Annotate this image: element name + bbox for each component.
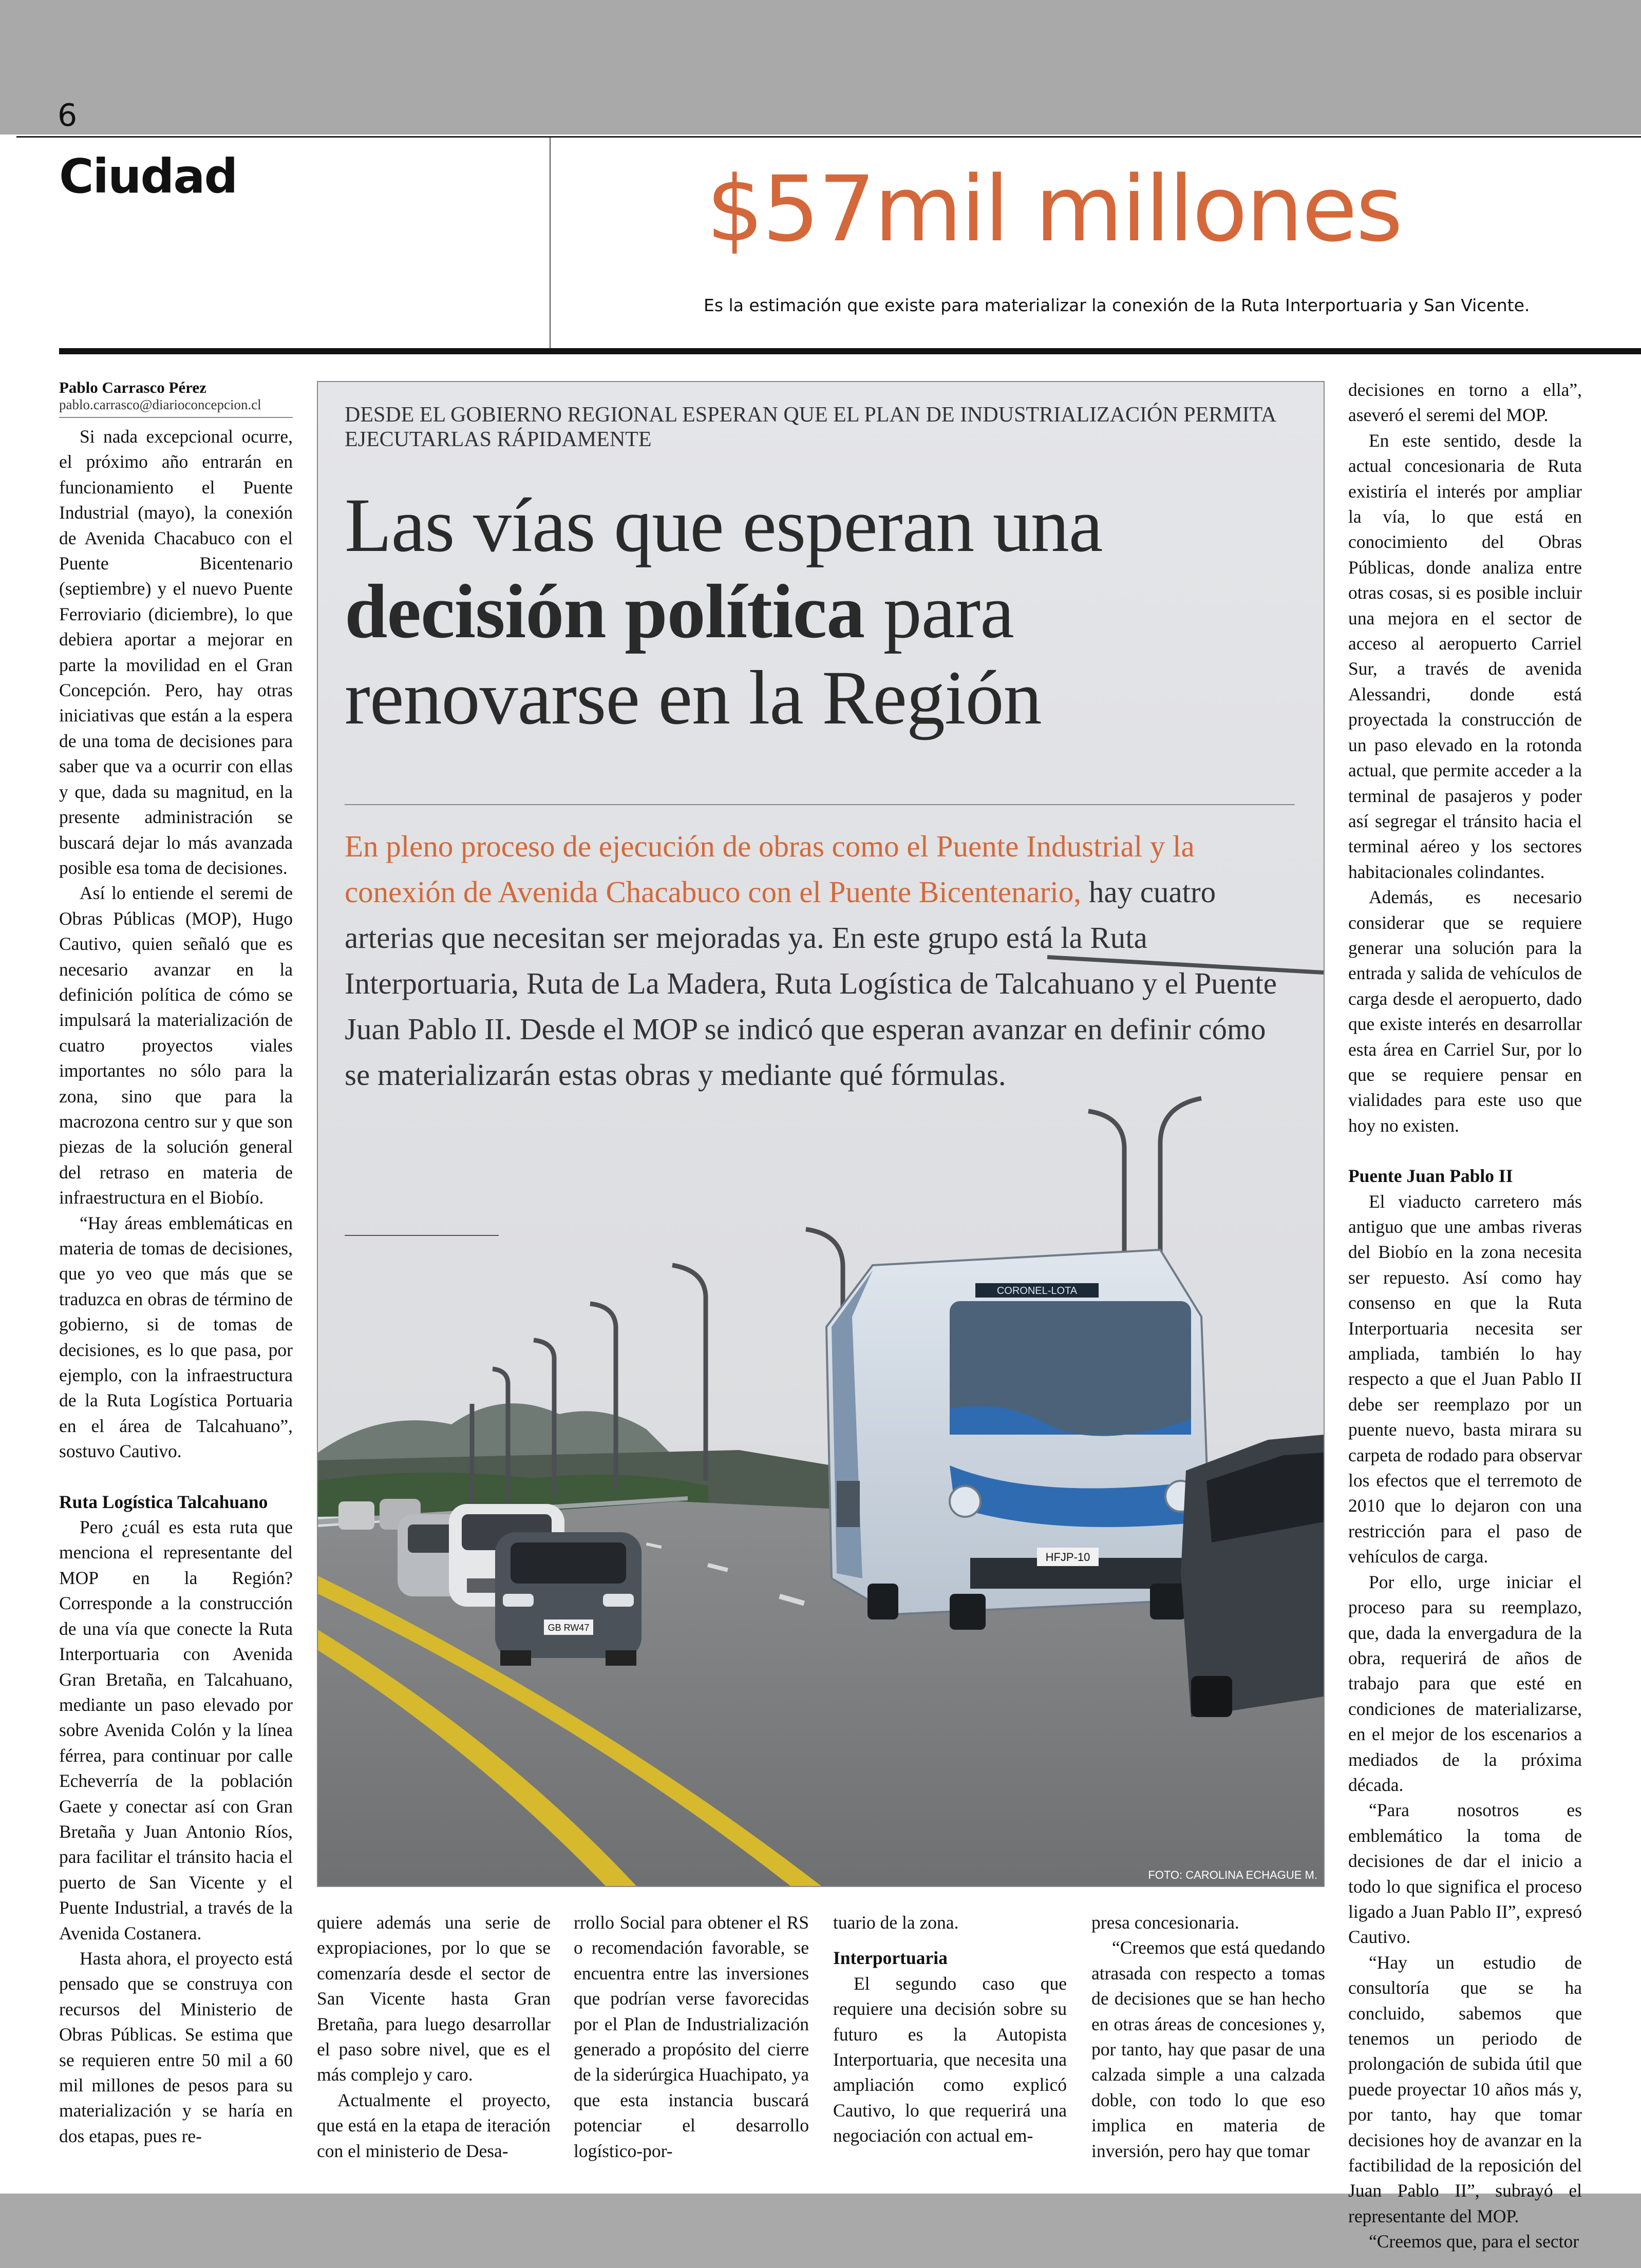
paragraph: presa concesionaria. (1091, 1912, 1239, 1933)
paragraph: tuario de la zona. (833, 1912, 959, 1933)
highlight-caption: Es la estimación que existe para materializar la conexión de la Ruta Interportuaria y San Vicente. (704, 295, 1530, 315)
paragraph: “Creemos que, para el sector (1369, 2231, 1579, 2252)
paragraph: rrollo Social para obtener el RS o recomendación favorable, se encuentra entre las inversiones que podrían verse favorecidas por el Plan de Industrialización generado a propósito del cierre de la siderúrgica Huachipato, ya que esta instancia buscará potenciar el desarrollo logístico-por- (574, 1912, 809, 2161)
subheading: Interportuaria (833, 1948, 948, 1969)
author-name: Pablo Carrasco Pérez (59, 378, 206, 396)
lede-text: hay cuatro arterias que necesitan ser mejoradas ya. En este grupo está la Ruta Interportuaria, Ruta de La Madera, Ruta Logística de Talcahuano y el Puente Juan Pablo II. Desde el MOP se indicó que esperan avanzar en definir cómo se materializarán estas obras y mediante qué fórmulas. (345, 875, 1277, 1092)
article-column-6 (1348, 377, 1582, 2255)
paragraph: Hasta ahora, el proyecto está pensado que se construya con recursos del Ministerio de Obras Públicas. Se estima que se requieren entre 50 mil a 60 mil millones de pesos para su materialización y se haría en dos etapas, pues re- (59, 1948, 293, 2146)
top-rule (16, 136, 1641, 138)
paragraph: “Para nosotros es emblemático la toma de decisiones de dar el inicio a todo lo que significa el proceso ligado a Juan Pablo II”, expresó Cautivo. (1348, 1800, 1582, 1948)
article-column-2 (317, 1910, 551, 2164)
feature-lede (345, 824, 1295, 1098)
lede-highlight: En pleno proceso de ejecución de obras como el Puente Industrial y la conexión de Avenida Chacabuco con el Puente Bicentenario, (345, 829, 1195, 909)
paragraph: En este sentido, desde la actual concesionaria de Ruta existiría el interés por ampliar la vía, lo que está en conocimiento del Obras Públicas, donde analiza entre otras cosas, si es posible incluir una mejora en el sector de acceso al aeropuerto Carriel Sur, a través de avenida Alessandri, donde está proyectada la construcción de un paso elevado en la rotonda actual, que permite acceder a la terminal de pasajeros y poder así segregar el tránsito hacia el terminal aéreo y los sectores habitacionales colindantes. (1348, 430, 1582, 882)
article-column-5 (1091, 1910, 1325, 2164)
author-rule (59, 417, 293, 418)
bus-plate: HFJP-10 (1045, 1551, 1090, 1564)
paragraph: Así lo entiende el seremi de Obras Públicas (MOP), Hugo Cautivo, quien señaló que es necesario avanzar en la definición política de cómo se impulsará la materialización de cuatro proyectos viales importantes no sólo para la zona, sino que para la macrozona centro sur y que son piezas de la solución general del retraso en materia de infraestructura en el Biobío. (59, 883, 293, 1208)
photo-credit: FOTO: CAROLINA ECHAGUE M. (1148, 1869, 1317, 1881)
paragraph: Si nada excepcional ocurre, el próximo año entrarán en funcionamiento el Puente Industrial (mayo), la conexión de Avenida Chacabuco con el Puente Bicentenario (septiembre) y el nuevo Puente Ferroviario (diciembre), lo que debiera aportar a mejorar en parte la movilidad en el Gran Concepción. Pero, hay otras iniciativas que están a la espera de una toma de decisiones para saber que va a ocurrir con ellas y que, dada su magnitud, en la presente administración se buscará dejar lo más avanzada posible esa toma de decisiones. (59, 426, 293, 878)
headline-part-2: para renovarse en la Región (345, 569, 1042, 740)
highlight-figure: $57mil millones (706, 157, 1402, 262)
headline-bold: decisión política (345, 569, 865, 654)
bus-destination-sign: CORONEL-LOTA (996, 1285, 1078, 1297)
section-title: Ciudad (59, 149, 237, 204)
article-column-3 (574, 1910, 809, 2164)
lede-rule (345, 1235, 499, 1236)
header-separator (550, 138, 551, 353)
paragraph: “Hay un estudio de consultoría que se ha concluido, sabemos que tenemos un periodo de prolongación de subida útil que puede proyectar 10 años más y, por tanto, hay que tomar decisiones hoy de avanzar en la factibilidad de la reposición del Juan Pablo II”, subrayó el representante del MOP. (1348, 1952, 1582, 2226)
paragraph: “Hay áreas emblemáticas en materia de tomas de decisiones, que yo veo que más que se traduzca en obras de término de gobierno, si de tomas de decisiones, es lo que pasa, por ejemplo, con la infraestructura de la Ruta Logística Portuaria en el área de Talcahuano”, sostuvo Cautivo. (59, 1212, 293, 1462)
article-column-1 (59, 379, 293, 2149)
paragraph: “Creemos que está quedando atrasada con respecto a tomas de decisiones que se han hecho en otras áreas de concesiones y, por tanto, hay que pasar de una calzada simple a una calzada doble, con todo lo que eso implica en materia de inversión, pero hay que tomar (1091, 1937, 1325, 2161)
bus (826, 1250, 1212, 1630)
paragraph: decisiones en torno a ella”, aseveró el seremi del MOP. (1348, 379, 1582, 426)
feature-kicker: DESDE EL GOBIERNO REGIONAL ESPERAN QUE EL PLAN DE INDUSTRIALIZACIÓN PERMITA EJECUTARLAS RÁPIDAMENTE (345, 403, 1275, 451)
feature-headline (345, 482, 1310, 741)
subheading: Puente Juan Pablo II (1348, 1166, 1513, 1187)
paragraph: Pero ¿cuál es esta ruta que menciona el representante del MOP en la Región? Corresponde a la construcción de una vía que conecte la Ruta Interportuaria con Avenida Gran Bretaña, en Talcahuano, mediante un paso elevado por sobre Avenida Colón y la línea férrea, para continuar por calle Echeverría de la población Gaete y conectar así con Gran Bretaña y Juan Antonio Ríos, para facilitar el tránsito hacia el puerto de San Vicente y el Puente Industrial, a través de la Avenida Costanera. (59, 1517, 293, 1943)
headline-part-1: Las vías que esperan una (345, 483, 1103, 568)
paragraph: quiere además una serie de expropiaciones, por lo que se comenzaría desde el sector de San Vicente hasta Gran Bretaña, para luego desarrollar el paso sobre nivel, que es el más complejo y caro. (317, 1912, 551, 2085)
paragraph: El viaducto carretero más antiguo que une ambas riveras del Biobío en la zona necesita ser repuesto. Así como hay consenso en que la Ruta Interportuaria necesita ser ampliada, también lo hay respecto a que el Juan Pablo II debe ser reemplazo por un puente nuevo, basta mirara su carpeta de rodado para observar los efectos que el terremoto de 2010 que lo dejaron con una restricción para el paso de vehículos de carga. (1348, 1191, 1582, 1567)
paragraph: Por ello, urge iniciar el proceso para su reemplazo, que, dada la envergadura de la obra, requerirá de años de trabajo para que esté en condiciones de materializarse, en el mejor de los escenarios a mediados de la próxima década. (1348, 1571, 1582, 1795)
feature-box (317, 381, 1325, 1887)
headline-rule (345, 804, 1295, 805)
paragraph: El segundo caso que requiere una decisión sobre su futuro es la Autopista Interportuaria, que necesita una ampliación como explicó Cautivo, lo que requerirá una negociación con actual em- (833, 1973, 1067, 2146)
header-rule (59, 348, 1641, 354)
author-email: pablo.carrasco@diarioconcepcion.cl (59, 397, 261, 412)
subheading: Ruta Logística Talcahuano (59, 1491, 268, 1512)
paragraph: Además, es necesario considerar que se requiere generar una solución para la entrada y salida de vehículos de carga desde el aeropuerto, dado que existe interés en desarrollar esta área en Carriel Sur, por lo que se requiere pensar en vialidades para este uso que hoy no existen. (1348, 887, 1582, 1136)
page-number: 6 (58, 98, 78, 134)
article-column-4 (833, 1910, 1067, 2149)
paragraph: Actualmente el proyecto, que está en la etapa de iteración con el ministerio de Desa- (317, 2089, 551, 2161)
car-plate: GB RW47 (548, 1623, 590, 1633)
